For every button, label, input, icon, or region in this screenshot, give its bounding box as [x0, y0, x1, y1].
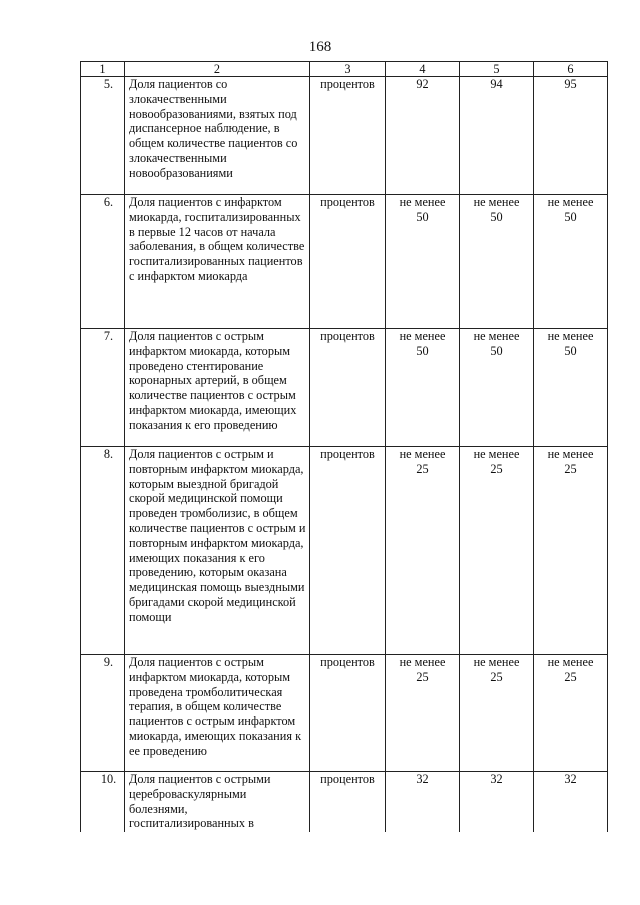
table-row — [81, 655, 608, 772]
unit-cell: процентов — [310, 77, 386, 195]
indicator-name: Доля пациентов с инфарктом миокарда, госпитализированных в первые 12 часов от начала заболевания, в общем количестве госпитализированных пациентов с инфарктом миокарда — [125, 195, 310, 329]
value-cell: не менее 50 — [386, 329, 460, 447]
column-header: 3 — [310, 62, 386, 77]
row-number: 6. — [81, 195, 125, 329]
indicators-table — [80, 61, 608, 832]
row-number: 10. — [81, 772, 125, 832]
table-row — [81, 329, 608, 447]
indicator-name: Доля пациентов с острым и повторным инфарктом миокарда, которым выездной бригадой скорой медицинской помощи проведен тромболизис, в общем количестве пациентов с острым и повторным инфарктом миокарда, имеющих показания к его проведению, которым оказана медицинская помощь выездными бригадами скорой медицинской помощи — [125, 447, 310, 655]
indicator-name: Доля пациентов с острым инфарктом миокарда, которым проведено стентирование коронарных артерий, в общем количестве пациентов с острым инфарктом миокарда, имеющих показания к его проведению — [125, 329, 310, 447]
unit-cell: процентов — [310, 329, 386, 447]
value-cell: 32 — [460, 772, 534, 832]
value-cell: не менее 25 — [460, 447, 534, 655]
unit-cell: процентов — [310, 195, 386, 329]
column-header: 2 — [125, 62, 310, 77]
value-cell: не менее 25 — [534, 447, 608, 655]
table-row — [81, 772, 608, 832]
column-header: 1 — [81, 62, 125, 77]
value-cell: 95 — [534, 77, 608, 195]
value-cell: не менее 50 — [386, 195, 460, 329]
unit-cell: процентов — [310, 447, 386, 655]
value-cell: 32 — [386, 772, 460, 832]
column-header: 6 — [534, 62, 608, 77]
value-cell: не менее 50 — [534, 195, 608, 329]
row-number: 9. — [81, 655, 125, 772]
value-cell: не менее 50 — [460, 195, 534, 329]
column-header: 5 — [460, 62, 534, 77]
value-cell: не менее 25 — [386, 655, 460, 772]
value-cell: не менее 50 — [460, 329, 534, 447]
indicator-name: Доля пациентов с острыми цереброваскулярными болезнями, госпитализированных в — [125, 772, 310, 832]
value-cell: не менее 25 — [460, 655, 534, 772]
value-cell: не менее 50 — [534, 329, 608, 447]
row-number: 7. — [81, 329, 125, 447]
table-row — [81, 77, 608, 195]
value-cell: не менее 25 — [386, 447, 460, 655]
value-cell: 94 — [460, 77, 534, 195]
table-row — [81, 195, 608, 329]
indicator-name: Доля пациентов со злокачественными новообразованиями, взятых под диспансерное наблюдение, в общем количестве пациентов со злокачественными новообразованиями — [125, 77, 310, 195]
column-header: 4 — [386, 62, 460, 77]
value-cell: 32 — [534, 772, 608, 832]
row-number: 5. — [81, 77, 125, 195]
table-row — [81, 447, 608, 655]
table-header-row — [81, 62, 608, 77]
page-number: 168 — [308, 39, 332, 55]
value-cell: не менее 25 — [534, 655, 608, 772]
row-number: 8. — [81, 447, 125, 655]
indicator-name: Доля пациентов с острым инфарктом миокарда, которым проведена тромболитическая терапия, в общем количестве пациентов с острым инфарктом миокарда, имеющих показания к ее проведению — [125, 655, 310, 772]
unit-cell: процентов — [310, 772, 386, 832]
value-cell: 92 — [386, 77, 460, 195]
unit-cell: процентов — [310, 655, 386, 772]
